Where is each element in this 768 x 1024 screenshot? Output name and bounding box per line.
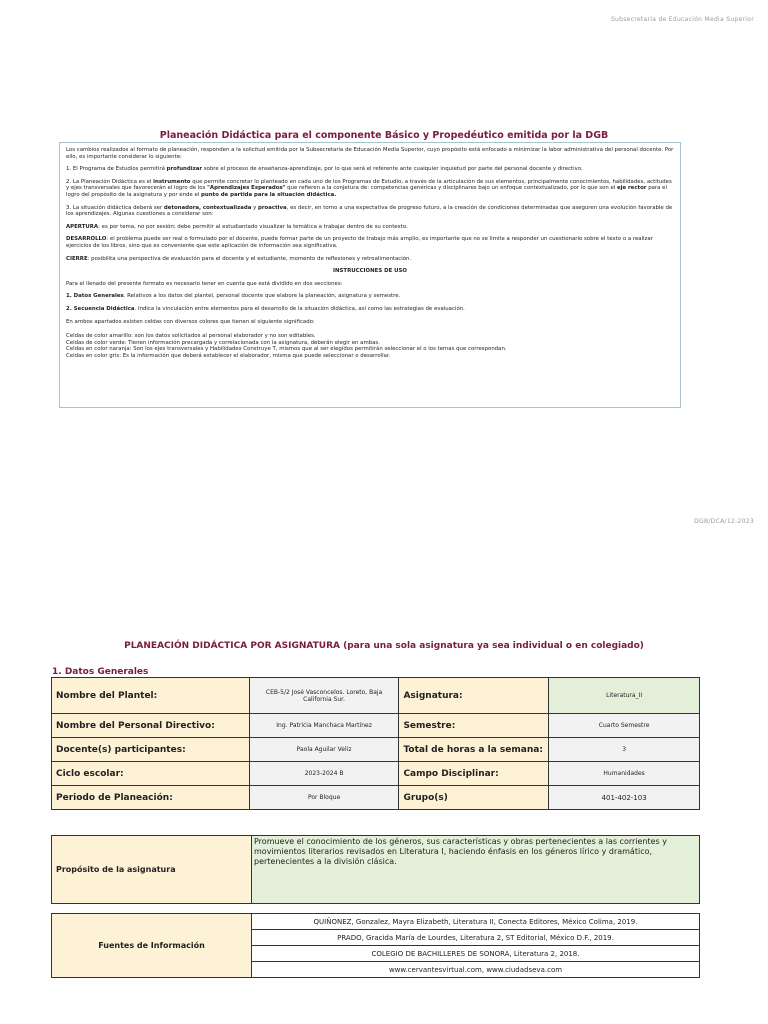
cierre-label: CIERRE <box>66 255 88 262</box>
directivo-label: Nombre del Personal Directivo: <box>52 714 250 738</box>
main-title: PLANEACIÓN DIDÁCTICA POR ASIGNATURA (para una sola asignatura ya sea individual o en colegiado) <box>124 641 644 651</box>
color-legend-1: Celdas de color amarillo: son los datos solicitados al personal elaborador y no son editables. <box>66 333 316 340</box>
periodo-label: Periodo de Planeación: <box>52 786 250 810</box>
source-item[interactable]: QUIÑONEZ, Gonzalez, Mayra Elizabeth, Literatura II, Conecta Editores, México Colima, 2019. <box>252 914 700 930</box>
plantel-label: Nombre del Plantel: <box>52 678 250 714</box>
instructions-paragraph-2 <box>66 293 674 300</box>
table-row <box>52 762 700 786</box>
intro-text: que permite concretar lo planteado en cada uno de los Programas de Estudio, a través de la articulación de sus elementos, principalmente conocimientos, habilidades, actitudes y ejes transversales que favorecerán el logro de los <box>66 178 672 192</box>
intro-paragraph-2 <box>66 166 674 173</box>
section-title: 1. Datos Generales <box>52 667 149 677</box>
docente-value[interactable]: Paola Aguilar Veliz <box>249 738 399 762</box>
intro-bold: proactiva <box>258 204 287 211</box>
campo-value[interactable]: Humanidades <box>549 762 700 786</box>
table-row <box>52 914 700 930</box>
instructions-paragraph-1: Para el llenado del presente formato es necesario tener en cuenta que está dividido en dos secciones: <box>66 280 343 287</box>
intro-bold: "Aprendizajes Esperados" <box>207 185 286 192</box>
directivo-value[interactable]: Ing. Patricia Manchaca Martínez <box>249 714 399 738</box>
intro-bold: punto de partida para la situación didáctica. <box>201 191 337 198</box>
intro-text: 3. La situación didáctica deberá ser <box>66 204 164 211</box>
purpose-table <box>51 835 700 904</box>
table-row <box>52 738 700 762</box>
color-legend-3: Celdas en color naranja: Son los ejes transversales y Habilidades Construye T, mismos que al ser elegidos permitirán seleccionar el o los temas que correspondan. <box>66 346 507 353</box>
asignatura-value[interactable]: Literatura_II <box>549 678 700 714</box>
purpose-label: Propósito de la asignatura <box>52 836 252 904</box>
asignatura-label: Asignatura: <box>399 678 549 714</box>
intro-text: . Indica la vinculación entre elementos para el desarrollo de la situación didáctica, así como las estrategias de evaluación. <box>134 305 465 312</box>
table-row <box>52 786 700 810</box>
ciclo-value[interactable]: 2023-2024 B <box>249 762 399 786</box>
color-legend-4: Celdas en color gris: Es la información que deberá establecer el elaborador, misma que puede seleccionar o desarrollar. <box>66 352 391 359</box>
instructions-title: INSTRUCCIONES DE USO <box>333 268 407 275</box>
intro-box <box>59 142 681 408</box>
intro-paragraph-3 <box>66 179 674 199</box>
intro-text: , es decir, en torno a una expectativa de progreso futuro, a la creación de condiciones determinadas que aseguren una evolución favorable de los aprendizajes. Algunas cuestiones a considerar son: <box>66 204 673 218</box>
intro-bold: 2. Secuencia Didáctica <box>66 305 135 312</box>
cierre-text: : posibilita una perspectiva de evaluación para el docente y el estudiante, momento de reflexiones y retroalimentación. <box>87 255 412 262</box>
intro-cierre <box>66 256 674 263</box>
horas-label: Total de horas a la semana: <box>399 738 549 762</box>
intro-text: sobre el proceso de enseñanza-aprendizaje, por lo que será el referente ante cualquier inquietud por parte del personal docente y directivo. <box>202 166 583 173</box>
intro-bold: profundizar <box>166 166 203 173</box>
intro-text: 2. La Planeación Didáctica es el <box>66 178 154 185</box>
intro-text: y <box>251 204 259 211</box>
side-faint-text: DGB/DCA/12-2023 <box>694 518 754 525</box>
instructions-paragraph-3 <box>66 306 674 313</box>
intro-paragraph-1: Los cambios realizados al formato de planeación, responden a la solicitud emitida por la Subsecretaría de Educación Media Superior, cuyo propósito está enfocado a minimizar la labor administrativa del personal docente. Por ello, es importante considerar lo siguiente: <box>66 147 674 160</box>
header-faint-text: Subsecretaría de Educación Media Superior <box>610 16 754 23</box>
semestre-label: Semestre: <box>399 714 549 738</box>
sources-table <box>51 913 700 978</box>
intro-bold: instrumento <box>153 178 191 185</box>
source-item[interactable]: COLEGIO DE BACHILLERES DE SONORA, Literatura 2, 2018. <box>252 946 700 962</box>
intro-bold: eje rector <box>616 185 647 192</box>
intro-paragraph-4 <box>66 205 674 218</box>
desarrollo-label: DESARROLLO <box>66 236 107 243</box>
instructions-paragraph-4: En ambos apartados existen celdas con diversos colores que tienen el siguiente significado: <box>66 318 315 325</box>
intro-title: Planeación Didáctica para el componente Básico y Propedéutico emitida por la DGB <box>159 130 609 141</box>
intro-text: que refieren a la conjetura de: competencias genéricas y disciplinares bajo un enfoque contextualizado, por lo que son el <box>285 185 617 192</box>
apertura-text: : es por tema, no por sesión; debe permitir al estudiantado visualizar la temática a trabajar dentro de su contexto. <box>98 223 408 230</box>
plantel-value[interactable]: CEB-5/2 José Vasconcelos. Loreto, Baja California Sur. <box>249 678 399 714</box>
intro-text: . Relativos a los datos del plantel, personal docente que elabore la planeación, asignatura y semestre. <box>123 293 401 300</box>
source-item[interactable]: www.cervantesvirtual.com, www.ciudadseva.com <box>252 962 700 978</box>
horas-value[interactable]: 3 <box>549 738 700 762</box>
apertura-label: APERTURA <box>66 223 99 230</box>
semestre-value[interactable]: Cuarto Semestre <box>549 714 700 738</box>
intro-bold: detonadora, contextualizada <box>163 204 252 211</box>
periodo-value[interactable]: Por Bloque <box>249 786 399 810</box>
intro-desarrollo <box>66 236 674 249</box>
intro-apertura <box>66 224 674 231</box>
grupo-label: Grupo(s) <box>399 786 549 810</box>
intro-text: 1. El Programa de Estudios permitirá <box>66 166 167 173</box>
docente-label: Docente(s) participantes: <box>52 738 250 762</box>
sources-label: Fuentes de Información <box>52 914 252 978</box>
campo-label: Campo Disciplinar: <box>399 762 549 786</box>
general-data-table <box>51 677 700 810</box>
grupo-value[interactable]: 401-402-103 <box>549 786 700 810</box>
desarrollo-text: : el problema puede ser real o formulado por el docente, puede formar parte de un proyecto de trabajo más amplio, es importante que no se limite a responder un cuestionario sobre el texto o a realizar ejercicios de los libros, sino que es conveniente que este aplicación de información sea significativa. <box>66 236 653 249</box>
source-item[interactable]: PRADO, Gracida María de Lourdes, Literatura 2, ST Editorial, México D.F., 2019. <box>252 930 700 946</box>
intro-text: para el logro del propósito de la asignatura y por ende el <box>66 185 667 198</box>
table-row <box>52 836 700 904</box>
table-row <box>52 678 700 714</box>
ciclo-label: Ciclo escolar: <box>52 762 250 786</box>
purpose-value[interactable]: Promueve el conocimiento de los géneros, sus características y obras pertenecientes a las corrientes y movimientos literarios revisados en Literatura I, haciendo énfasis en los géneros lírico y dramático, pertenecientes a la división clásica. <box>252 836 700 904</box>
intro-bold: 1. Datos Generales <box>66 293 124 300</box>
color-legend-2: Celdas de color verde: Tienen información precargada y correlacionada con la asignatura, deberán elegir en ambas. <box>66 339 380 346</box>
table-row <box>52 714 700 738</box>
